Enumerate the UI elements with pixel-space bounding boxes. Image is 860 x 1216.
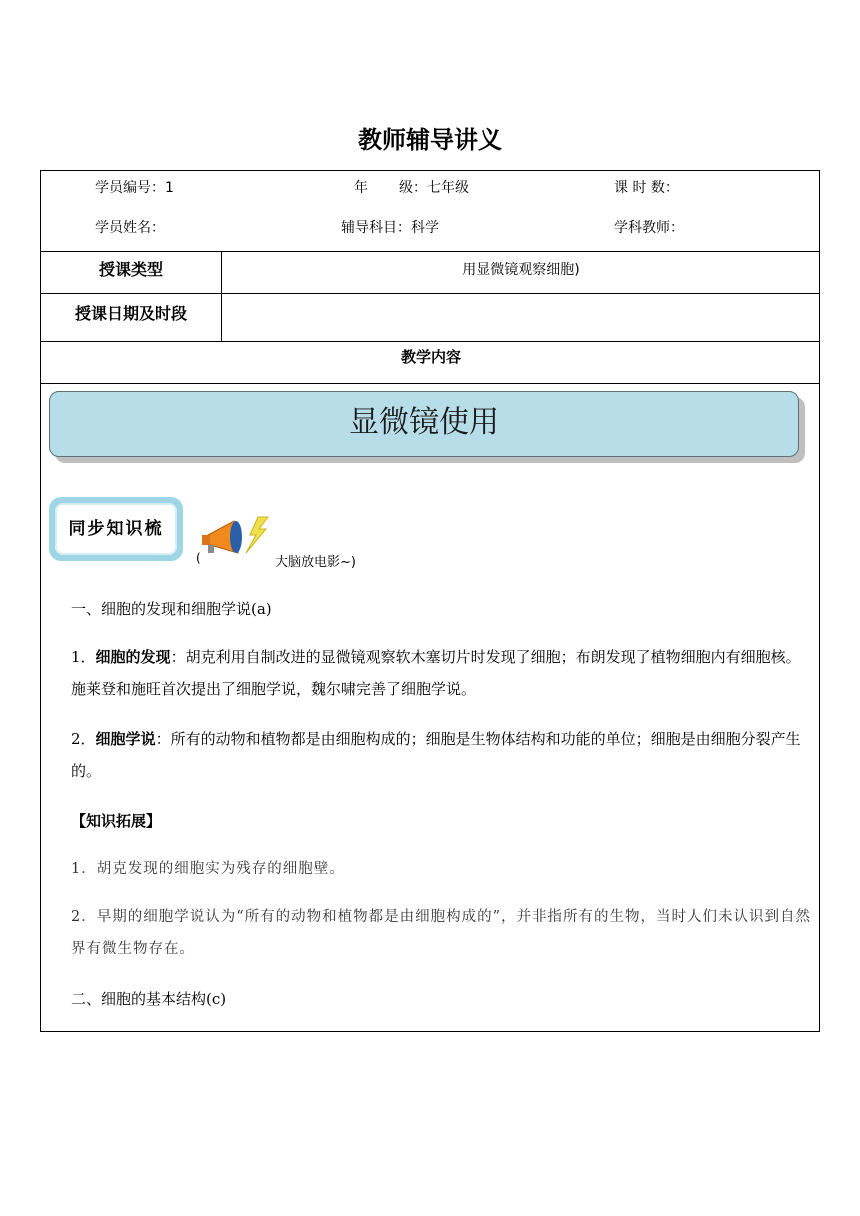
lesson-table <box>40 170 820 1032</box>
section-1-heading <box>71 593 813 625</box>
term-cell-theory: 细胞学说 <box>95 730 156 748</box>
student-id: 学员编号：1 <box>95 180 174 196</box>
open-paren: ( <box>196 551 201 565</box>
section-2-heading-text: 二、细胞的基本结构(c) <box>71 990 227 1008</box>
section-banner: 显微镜使用 <box>49 391 799 457</box>
divider <box>41 383 819 384</box>
brain-movie-caption: 大脑放电影~) <box>275 555 356 570</box>
lesson-type-label: 授课类型 <box>98 260 163 279</box>
grade-label: 年 <box>354 180 368 196</box>
section-2-heading <box>71 983 813 1015</box>
student-name: 学员姓名： <box>95 220 165 236</box>
extension-item-1: 1．胡克发现的细胞实为残存的细胞壁。 <box>71 861 345 877</box>
lesson-type-value: 用显微镜观察细胞) <box>462 262 580 278</box>
extension-item-2: 2．早期的细胞学说认为“所有的动物和植物都是由细胞构成的”，并非指所有的生物，当时人们未认识到自然界有微生物存在。 <box>71 909 812 957</box>
megaphone-icon <box>196 513 276 561</box>
divider <box>41 251 819 252</box>
cell-theory-text: ：所有的动物和植物都是由细胞构成的；细胞是生物体结构和功能的单位；细胞是由细胞分裂产生的。 <box>71 730 801 780</box>
section-1-heading-text: 一、细胞的发现和细胞学说(a) <box>71 600 272 618</box>
item-number: 1． <box>71 648 96 666</box>
paragraph-cell-theory <box>71 723 813 787</box>
divider <box>41 341 819 342</box>
subject-teacher: 学科教师： <box>614 220 684 236</box>
item-number: 2． <box>71 730 96 748</box>
teaching-content-label: 教学内容 <box>400 348 461 366</box>
sync-knowledge-label: 同步知识梳 <box>55 503 177 555</box>
lesson-date-label: 授课日期及时段 <box>74 304 187 323</box>
page-title: 教师辅导讲义 <box>358 125 502 154</box>
sync-knowledge-badge <box>49 497 183 561</box>
divider <box>41 293 819 294</box>
knowledge-extension-heading: 【知识拓展】 <box>71 812 162 830</box>
grade-value: 级：七年级 <box>399 180 469 196</box>
class-hours: 课 时 数： <box>614 180 679 196</box>
cell-discovery-text: ：胡克利用自制改进的显微镜观察软木塞切片时发现了细胞；布朗发现了植物细胞内有细胞核。施莱登和施旺首次提出了细胞学说，魏尔啸完善了细胞学说。 <box>71 648 801 698</box>
term-cell-discovery: 细胞的发现 <box>95 648 171 666</box>
subject: 辅导科目：科学 <box>341 220 439 236</box>
paragraph-cell-discovery <box>71 641 813 705</box>
